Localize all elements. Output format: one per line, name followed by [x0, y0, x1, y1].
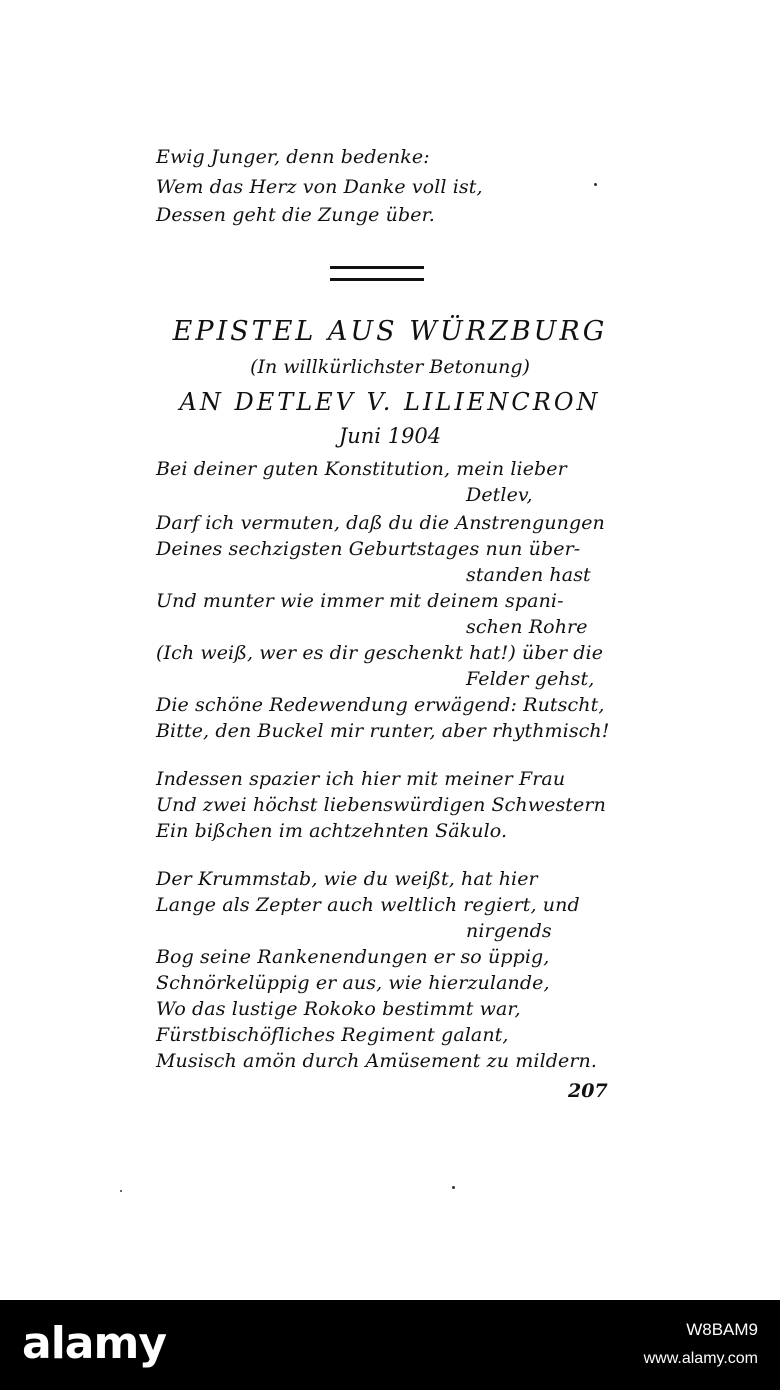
watermark-footer — [0, 1300, 780, 1390]
site-url: www.alamy.com — [643, 1350, 758, 1367]
alamy-logo: alamy — [22, 1318, 166, 1369]
poem-line: Fürstbischöfliches Regiment galant, — [156, 1024, 509, 1046]
poem-line: Indessen spazier ich hier mit meiner Frau — [156, 768, 566, 790]
poem-line: Deines sechzigsten Geburtstages nun über- — [156, 538, 581, 560]
poem-line: Felder gehst, — [466, 668, 595, 690]
poem-line: standen hast — [466, 564, 591, 586]
section-separator — [330, 266, 424, 281]
poem-line: Detlev, — [466, 484, 533, 506]
poem-line: Ein bißchen im achtzehnten Säkulo. — [156, 820, 508, 842]
poem-line: schen Rohre — [466, 616, 588, 638]
poem-line: Bitte, den Buckel mir runter, aber rhythmisch! — [156, 720, 610, 742]
poem-line: Bei deiner guten Konstitution, mein lieber — [156, 458, 567, 480]
poem-line: Musisch amön durch Amüsement zu mildern. — [156, 1050, 598, 1072]
poem-line: Dessen geht die Zunge über. — [156, 204, 435, 226]
poem-line: Bog seine Rankenendungen er so üppig, — [156, 946, 550, 968]
poem-date: Juni 1904 — [338, 424, 442, 448]
page-speck — [594, 183, 597, 186]
poem-line: Wo das lustige Rokoko bestimmt war, — [156, 998, 521, 1020]
poem-line: Schnörkelüppig er aus, wie hierzulande, — [156, 972, 550, 994]
page-speck — [120, 1190, 122, 1192]
poem-line: Ewig Junger, denn bedenke: — [156, 146, 430, 168]
poem-line: (Ich weiß, wer es dir geschenkt hat!) über die — [156, 642, 604, 664]
page-speck — [452, 1186, 455, 1189]
poem-line: Die schöne Redewendung erwägend: Rutscht, — [156, 694, 605, 716]
poem-line: Darf ich vermuten, daß du die Anstrengungen — [156, 512, 605, 534]
poem-line: Lange als Zepter auch weltlich regiert, und — [156, 894, 580, 916]
poem-subtitle: (In willkürlichster Betonung) — [250, 356, 530, 378]
poem-dedication: AN DETLEV V. LILIENCRON — [179, 388, 601, 416]
poem-line: nirgends — [466, 920, 552, 942]
poem-title: EPISTEL AUS WÜRZBURG — [172, 316, 608, 347]
image-id: W8BAM9 — [686, 1320, 758, 1339]
poem-line: Wem das Herz von Danke voll ist, — [156, 176, 483, 198]
poem-line: Und munter wie immer mit deinem spani- — [156, 590, 564, 612]
page-number: 207 — [568, 1080, 608, 1102]
poem-line: Und zwei höchst liebenswürdigen Schwestern — [156, 794, 606, 816]
poem-line: Der Krummstab, wie du weißt, hat hier — [156, 868, 538, 890]
